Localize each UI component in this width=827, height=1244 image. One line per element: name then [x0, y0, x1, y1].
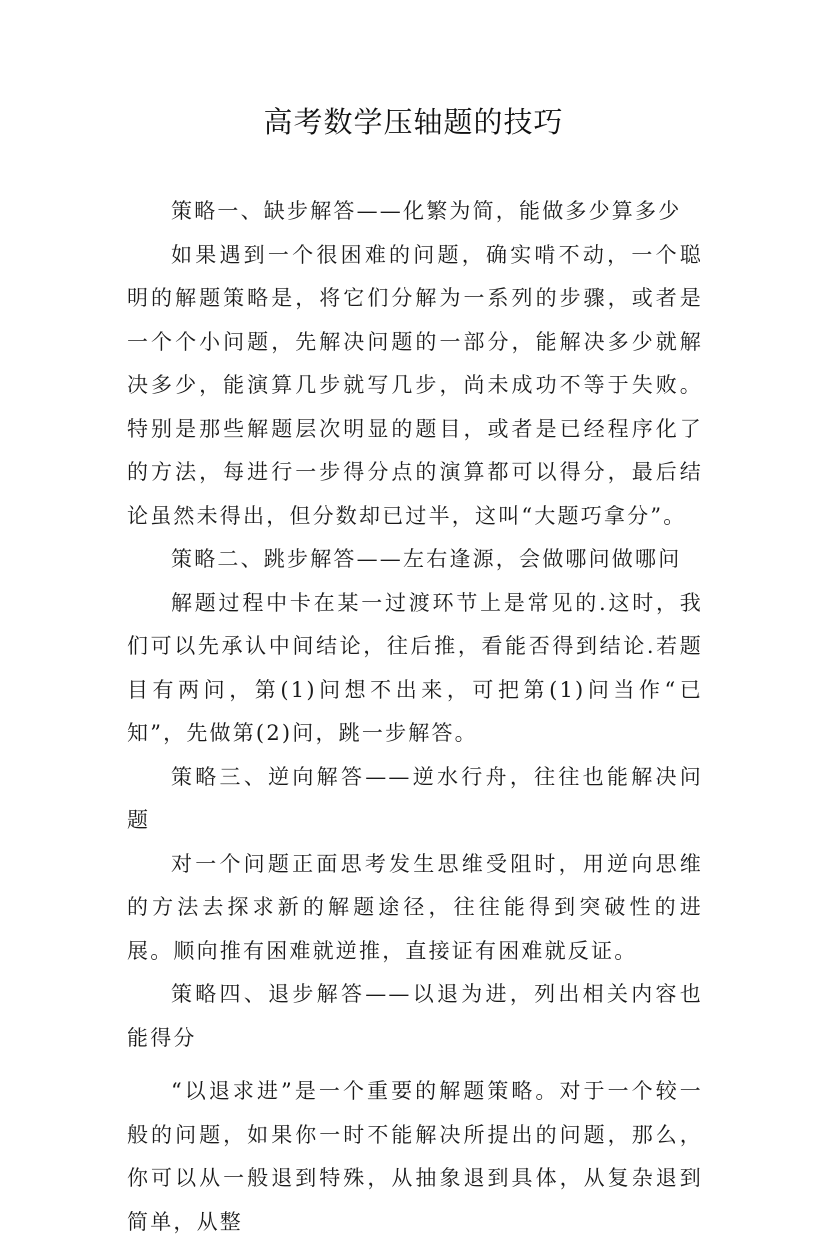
strategy-3-heading: 策略三、逆向解答——逆水行舟，往往也能解决问题: [127, 764, 703, 832]
strategy-1-paragraph: 如果遇到一个很困难的问题，确实啃不动，一个聪明的解题策略是，将它们分解为一系列的步骤，或者是一个个小问题，先解决问题的一部分，能解决多少就解决多少，能演算几步就写几步，尚未成功不等于失败。特别是那些解题层次明显的题目，或者是已经程序化了的方法，每进行一步得分点的演算都可以得分，最后结论虽然未得出，但分数却已过半，这叫“大题巧拿分”。: [127, 242, 703, 528]
strategy-4-paragraph: “以退求进”是一个重要的解题策略。对于一个较一般的问题，如果你一时不能解决所提出的问题，那么，你可以从一般退到特殊，从抽象退到具体，从复杂退到简单，从整: [127, 1079, 703, 1234]
strategy-1-heading: 策略一、缺步解答——化繁为简，能做多少算多少: [171, 199, 682, 223]
document-title: 高考数学压轴题的技巧: [263, 105, 564, 139]
strategy-3-paragraph: 对一个问题正面思考发生思维受阻时，用逆向思维的方法去探求新的解题途径，往往能得到突破性的进展。顺向推有困难就逆推，直接证有困难就反证。: [127, 851, 703, 963]
strategy-4-heading: 策略四、退步解答——以退为进，列出相关内容也能得分: [127, 982, 703, 1050]
document-body: [127, 190, 703, 1244]
strategy-2-paragraph: 解题过程中卡在某一过渡环节上是常见的.这时，我们可以先承认中间结论，往后推，看能否得到结论.若题目有两问，第(1)问想不出来，可把第(1)问当作“已知”，先做第(2)问，跳一步解答。: [127, 590, 703, 745]
strategy-2-heading: 策略二、跳步解答——左右逢源，会做哪问做哪问: [171, 547, 682, 571]
